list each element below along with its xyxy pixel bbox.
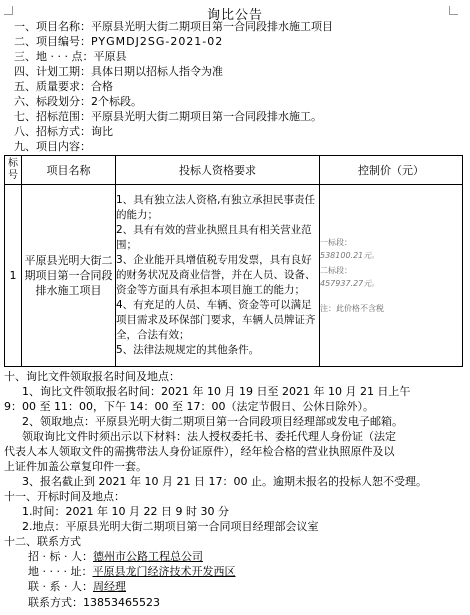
section10-item: 上证件加盖公章复印件一套。	[4, 460, 147, 473]
field-label: 八、招标方式：	[14, 125, 91, 138]
contact-label: 地 · · · · 址：	[28, 565, 93, 578]
requirement-item: 3、企业能开具增值税专用发票，具有良好的财务状况及商业信誉，并在人员、设备、资金等方面具有承担本项目施工的能力；	[116, 254, 316, 296]
project-content-line	[14, 140, 91, 154]
contact-line	[28, 580, 126, 594]
field-value: 平原县光明大街二期项目第一合同段排水施工。	[91, 110, 322, 123]
requirement-item: 5、法律法规规定的其他条件。	[116, 344, 260, 356]
project-lots-line	[14, 95, 142, 109]
project-name-line	[14, 20, 333, 34]
header-price: 控制价（元）	[320, 156, 463, 185]
lot2-label: 二标段：	[320, 266, 352, 275]
header-no: 标号	[5, 156, 22, 185]
requirement-item: 4、有充足的人员、车辆、资金等可以满足项目需求及环保部门要求，车辆人员牌证齐全，合法有效；	[116, 299, 316, 341]
contact-value: 平原县龙门经济技术开发西区	[92, 565, 236, 578]
contact-value: 周经理	[92, 580, 126, 593]
requirement-item: 2、具有有效的营业执照且具有相关营业范围；	[116, 224, 312, 251]
lot-table	[4, 155, 463, 367]
field-label: 二、项目编号：	[14, 35, 91, 48]
field-label: 四、计划工期：	[14, 65, 91, 78]
field-value: 询比	[91, 125, 113, 138]
section11-item: 1.时间：2021 年 10 月 22 日 9 时 30 分	[22, 505, 229, 518]
section10-item: 3、报名截止到 2021 年 10 月 21 日 17：00 止。逾期未报名的投标人恕不受理。	[22, 475, 427, 488]
field-label: 三、地 · · · 点：	[14, 50, 94, 63]
project-code-line	[14, 35, 223, 49]
requirement-item: 1、具有独立法人资格,有独立承担民事责任的能力；	[116, 194, 316, 221]
contact-label: 招 · 标 · 人：	[28, 550, 93, 563]
field-value: 平原县	[93, 50, 127, 63]
lot2-value: 457937.27元。	[320, 279, 380, 288]
field-label: 一、项目名称：	[14, 20, 91, 33]
price-note: 注：此价格不含税	[320, 304, 384, 313]
table-row	[5, 185, 463, 367]
section10-title: 十、询比文件领取报名时间及地点：	[4, 370, 180, 383]
section10-item: 2、领取地点：平原县光明大街二期项目第一合同段项目经理部或发电子邮箱。	[22, 415, 403, 428]
contact-line	[28, 550, 203, 564]
lot1-value: 538100.21元。	[320, 251, 380, 260]
project-quality-line	[14, 80, 113, 94]
row-project-name: 平原县光明大街二期项目第一合同段排水施工项目	[22, 185, 116, 367]
doc-title: 询比公告	[206, 8, 263, 23]
field-label: 五、质量要求：	[14, 80, 91, 93]
section10-item: 1、询比文件领取报名时间：2021 年 10 月 19 日至 2021 年 10 月 21 日上午	[22, 385, 411, 398]
project-schedule-line	[14, 65, 223, 79]
project-scope-line	[14, 110, 322, 124]
lot1-label: 一标段：	[320, 238, 352, 247]
section11-item: 2.地点：平原县光明大街二期项目第一合同项目经理部会议室	[22, 520, 319, 533]
contact-label: 联系方式：	[28, 596, 83, 609]
section12-title: 十二、联系方式	[4, 535, 81, 548]
field-value: PYGMDJ2SG-2021-02	[91, 35, 224, 48]
field-value: 平原县光明大街二期项目第一合同段排水施工项目	[91, 20, 333, 33]
project-method-line	[14, 125, 113, 139]
row-price	[320, 185, 463, 367]
row-no: 1	[5, 185, 22, 367]
section10-item: 9：00 至 11：00，下午 14：00 至 17：00（法定节假日、公休日除外）。	[4, 400, 374, 413]
contact-line	[28, 565, 235, 579]
table-header-row	[5, 156, 463, 185]
field-value: 具体日期以招标人指令为准	[91, 65, 223, 78]
section11-title: 十一、开标时间及地点：	[4, 490, 125, 503]
field-label: 六、标段划分：	[14, 95, 91, 108]
header-requirements: 投标人资格要求	[116, 156, 320, 185]
header-name: 项目名称	[22, 156, 116, 185]
field-value: 合格	[91, 80, 113, 93]
contact-value: 13853465523	[83, 596, 160, 609]
contact-label: 联 · 系 · 人：	[28, 580, 93, 593]
field-label: 九、项目内容：	[14, 140, 91, 153]
project-location-line	[14, 50, 126, 64]
field-value: 2个标段。	[91, 95, 142, 108]
contact-value: 德州市公路工程总公司	[92, 550, 203, 563]
contact-line	[28, 596, 160, 610]
section10-item: 领取询比文件时须出示以下材料：法人授权委托书、委托代理人身份证（法定	[22, 430, 396, 443]
field-label: 七、招标范围：	[14, 110, 91, 123]
section10-item: 代表人本人领取文件的需携带法人身份证原件），经年检合格的营业执照原件及以	[4, 445, 395, 458]
row-requirements	[116, 185, 320, 367]
